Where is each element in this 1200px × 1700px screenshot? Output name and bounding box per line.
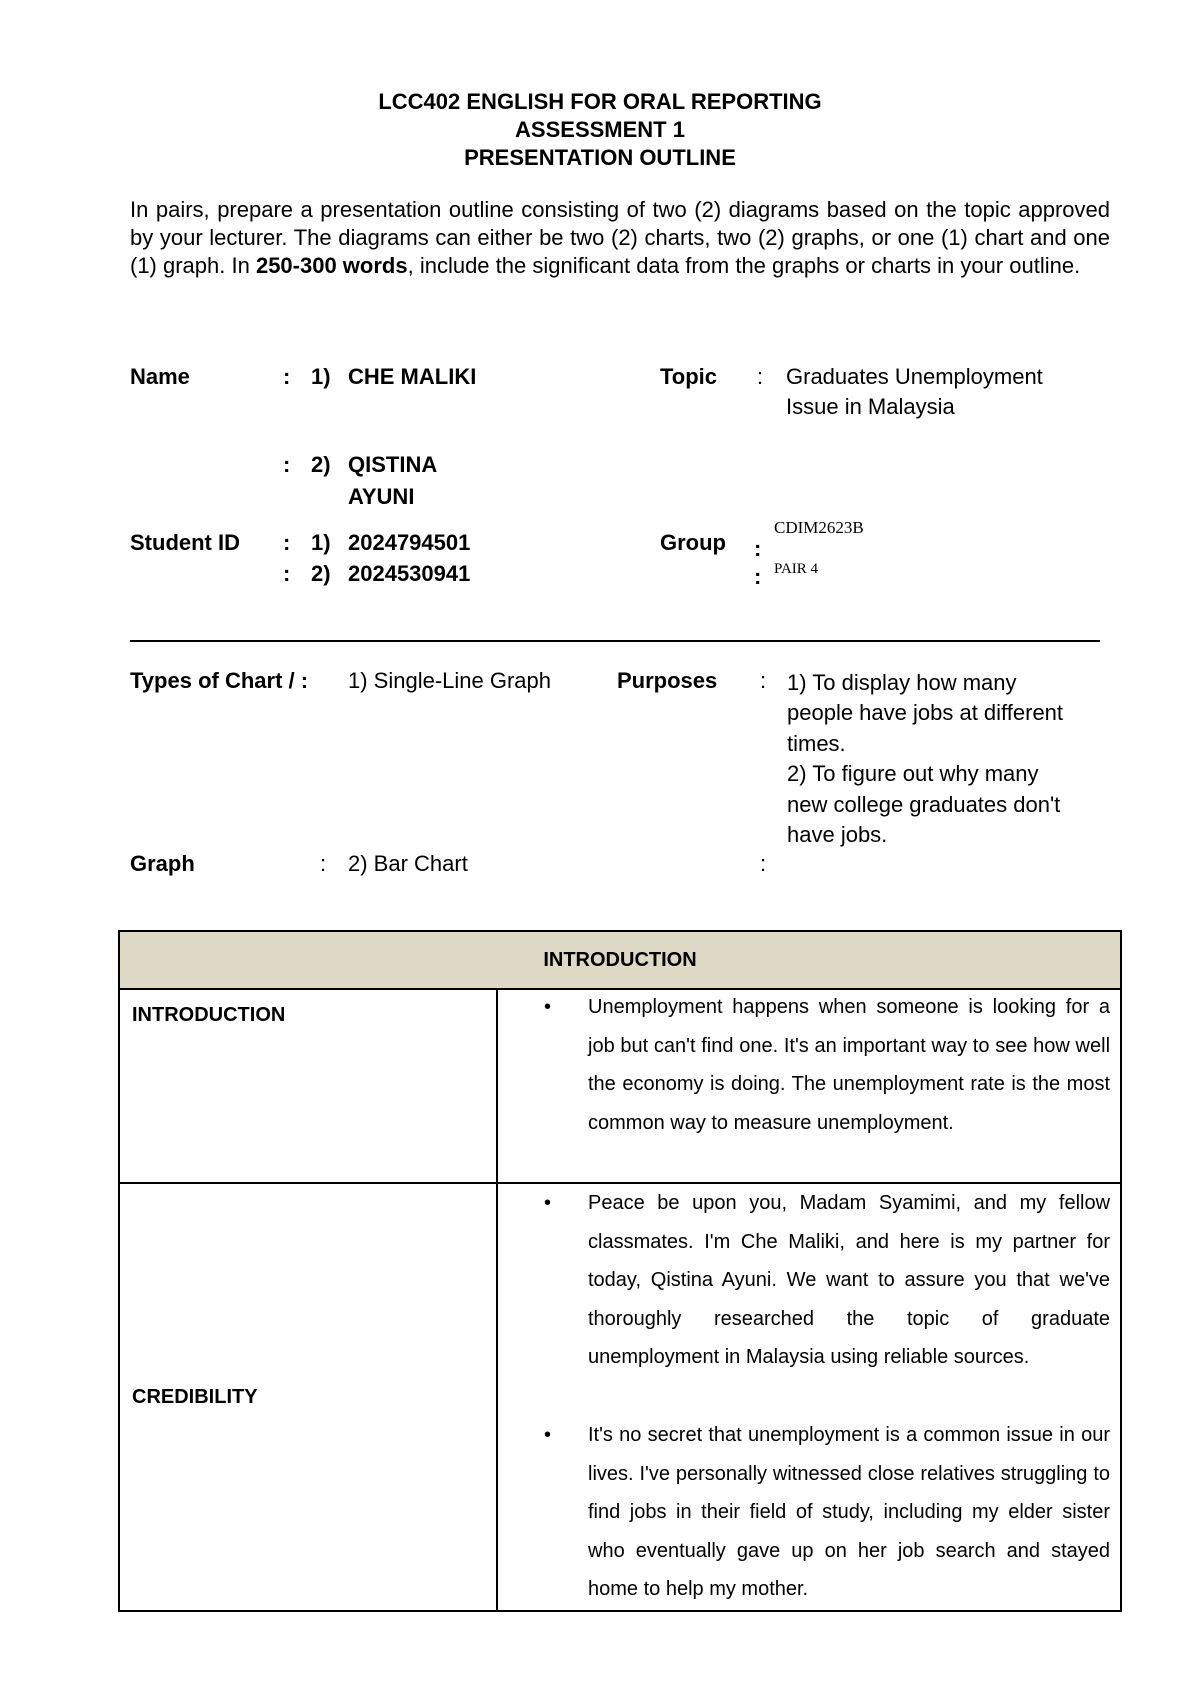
student-id-label: Student ID: [130, 530, 240, 555]
purpose-line: 2) To figure out why many: [787, 761, 1039, 787]
graph-purpose-colon: :: [760, 851, 767, 876]
group-colon: :: [754, 536, 762, 561]
row-label-credibility: CREDIBILITY: [119, 1183, 497, 1611]
instructions-text-part1: In pairs, prepare a presentation outline consisting of two (2) diagrams based on the topic approved by your lecturer. The diagrams can either be two (2) charts, two (2) graphs, or one (1) chart and one (1) graph. In: [130, 197, 1110, 278]
graph-label: Graph: [130, 851, 195, 876]
instructions-text-part2: , include the significant data from the graphs or charts in your outline.: [407, 253, 1081, 278]
pair-colon: :: [754, 564, 762, 589]
table-header-row: [119, 931, 1121, 989]
doc-title-outline: PRESENTATION OUTLINE: [464, 145, 736, 170]
member2-name-line1: QISTINA: [348, 452, 438, 477]
table-row: [119, 989, 1121, 1183]
purpose-line: times.: [787, 730, 846, 756]
purposes-list: [787, 668, 1063, 850]
group-value: CDIM2623B: [774, 518, 864, 537]
purpose-line: new college graduates don't: [787, 791, 1061, 817]
doc-title-assessment: ASSESSMENT 1: [515, 117, 685, 142]
table-row: [119, 1183, 1121, 1611]
list-item: • It's no secret that unemployment is a common issue in our lives. I've personally witnessed close relatives struggling to find jobs in their field of study, including my elder sister who eventually gave up on her job search and stayed home to help my mother.: [498, 1416, 1110, 1609]
purpose-line: have jobs.: [787, 822, 888, 848]
student-id-2: 2024530941: [348, 561, 471, 586]
member1-number: 1): [311, 364, 331, 389]
name-label: Name: [130, 364, 190, 389]
member2-number: 2): [311, 452, 331, 477]
list-item: • Peace be upon you, Madam Syamimi, and my fellow classmates. I'm Che Maliki, and here is my partner for today, Qistina Ayuni. We want to assure you that we've thoroughly researched the topic of graduate unemployment in Malaysia using reliable sources.: [498, 1184, 1110, 1377]
topic-line1: Graduates Unemployment: [786, 364, 1043, 389]
group-label: Group: [660, 530, 726, 555]
student-id-1: 2024794501: [348, 530, 471, 555]
doc-title-course: LCC402 ENGLISH FOR ORAL REPORTING: [378, 89, 822, 114]
section-divider: [130, 640, 1100, 642]
pair-value: PAIR 4: [774, 561, 819, 577]
row-content-credibility: [497, 1183, 1121, 1611]
row-content-introduction: [497, 989, 1121, 1183]
student-id-colon-2: :: [283, 561, 291, 586]
name-colon-1: :: [283, 364, 291, 389]
topic-line2: Issue in Malaysia: [786, 394, 955, 419]
student-id-number-1: 1): [311, 530, 331, 555]
graph-colon: :: [320, 851, 327, 876]
instructions-word-count: 250-300 words: [255, 253, 408, 278]
instructions-paragraph: [130, 196, 1110, 280]
purposes-colon: :: [760, 668, 767, 693]
row-label-introduction: INTRODUCTION: [119, 989, 497, 1183]
student-id-number-2: 2): [311, 561, 331, 586]
topic-label: Topic: [660, 364, 718, 389]
table-header: INTRODUCTION: [119, 931, 1121, 989]
member1-name: CHE MALIKI: [348, 364, 477, 389]
chart-type-2: 2) Bar Chart: [348, 851, 468, 876]
student-id-colon-1: :: [283, 530, 291, 555]
chart-type-1: 1) Single-Line Graph: [348, 668, 552, 693]
member2-name-line2: AYUNI: [348, 484, 415, 509]
list-item: • Unemployment happens when someone is looking for a job but can't find one. It's an important way to see how well the economy is doing. The unemployment rate is the most common way to measure unemployment.: [498, 988, 1110, 1142]
purposes-label: Purposes: [617, 668, 718, 693]
outline-table: [118, 930, 1122, 1612]
chart-types-label: Types of Chart / :: [130, 668, 309, 693]
purpose-line: people have jobs at different: [787, 700, 1064, 726]
purpose-line: 1) To display how many: [787, 670, 1017, 695]
name-colon-2: :: [283, 452, 291, 477]
topic-colon: :: [757, 364, 764, 389]
